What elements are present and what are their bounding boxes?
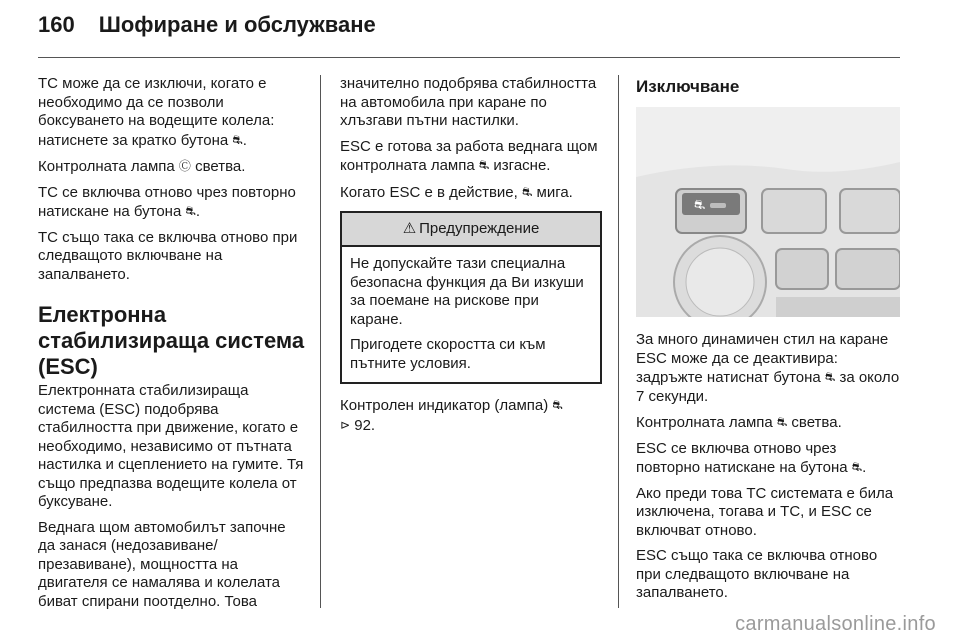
column-divider bbox=[618, 75, 619, 608]
paragraph: ESC също така се включва отново при следващото включване на запалването. bbox=[636, 547, 878, 601]
paragraph: Контролната лампа Ⓒ светва. bbox=[38, 158, 246, 175]
column-2 bbox=[340, 75, 602, 442]
watermark: carmanualsonline.info bbox=[735, 613, 936, 635]
dashboard-button-photo bbox=[636, 107, 900, 317]
paragraph: TC може да се изключи, когато е необходимо да се позволи боксуването на водещите колела: натиснете за кратко бутона ⛐. bbox=[38, 75, 275, 149]
esc-button-icon: ⛐ bbox=[694, 198, 706, 213]
section-heading: Електронна стабилизираща система (ESC) bbox=[38, 302, 305, 379]
page-title: Шофиране и обслужване bbox=[98, 12, 376, 37]
page-reference-icon: ⊳ bbox=[340, 417, 351, 432]
page-header bbox=[38, 12, 376, 48]
esc-button-icon: ⛐ bbox=[232, 132, 243, 147]
esc-button-icon: ⛐ bbox=[185, 204, 196, 218]
warning-header bbox=[342, 213, 600, 247]
warning-triangle-icon: ⚠ bbox=[402, 219, 417, 237]
column-1 bbox=[38, 75, 306, 618]
esc-lamp-icon: ⛐ bbox=[521, 184, 533, 199]
paragraph: Пригодете скоростта си към пътните условия. bbox=[350, 336, 546, 372]
esc-off-icon: ⛐ bbox=[776, 415, 788, 429]
warning-title: Предупреждение bbox=[419, 219, 540, 237]
paragraph: TC се включва отново чрез повторно натискане на бутона ⛐. bbox=[38, 183, 296, 220]
esc-button-icon: ⛐ bbox=[851, 460, 863, 474]
paragraph: ESC е готова за работа веднага щом контролната лампа ⛐ изгасне. bbox=[340, 137, 598, 174]
header-rule bbox=[38, 57, 900, 58]
column-3 bbox=[636, 75, 900, 610]
dashboard-illustration bbox=[636, 107, 900, 317]
paragraph: За много динамичен стил на каране ESC може да се деактивира: задръжте натиснат бутона ⛐ за около 7 секунди. bbox=[636, 331, 900, 405]
column-divider bbox=[320, 75, 321, 608]
paragraph: ESC се включва отново чрез повторно натискане на бутона ⛐. bbox=[636, 439, 867, 476]
paragraph: Контролната лампа ⛐ светва. bbox=[636, 414, 842, 431]
paragraph: Когато ESC е в действие, ⛐ мига. bbox=[340, 183, 573, 201]
section-heading: Изключване bbox=[636, 77, 740, 96]
paragraph: Веднага щом автомобилът започне да занася (недозавиване/презавиване), мощността на двигателя се намалява и колелата биват спирани поотделно. Това bbox=[38, 518, 286, 610]
paragraph: значително подобрява стабилността на автомобила при каране по хлъзгави пътни настилки. bbox=[340, 75, 597, 129]
tc-off-icon: Ⓒ bbox=[178, 159, 191, 173]
paragraph: TC също така се включва отново при следващото включване на запалването. bbox=[38, 228, 298, 283]
warning-body bbox=[342, 247, 600, 382]
paragraph: Електронната стабилизираща система (ESC) подобрява стабилността при движение, когато е необходимо, независимо от пътната настилка и сцеплението на гумите. Тя също предпазва водещите колела от буксуване. bbox=[38, 382, 304, 510]
page-number: 160 bbox=[38, 12, 75, 37]
esc-lamp-icon: ⛐ bbox=[552, 398, 563, 412]
paragraph: Не допускайте тази специална безопасна функция да Ви изкуши за поемане на рискове при каране. bbox=[350, 255, 584, 328]
esc-button-icon: ⛐ bbox=[824, 370, 836, 384]
warning-box bbox=[340, 211, 602, 384]
paragraph: Контролен индикатор (лампа) ⛐ ⊳ 92. bbox=[340, 397, 563, 434]
paragraph: Ако преди това TC системата е била изключена, тогава и TC, и ESC се включват отново. bbox=[636, 484, 894, 539]
esc-lamp-icon: ⛐ bbox=[478, 158, 490, 172]
